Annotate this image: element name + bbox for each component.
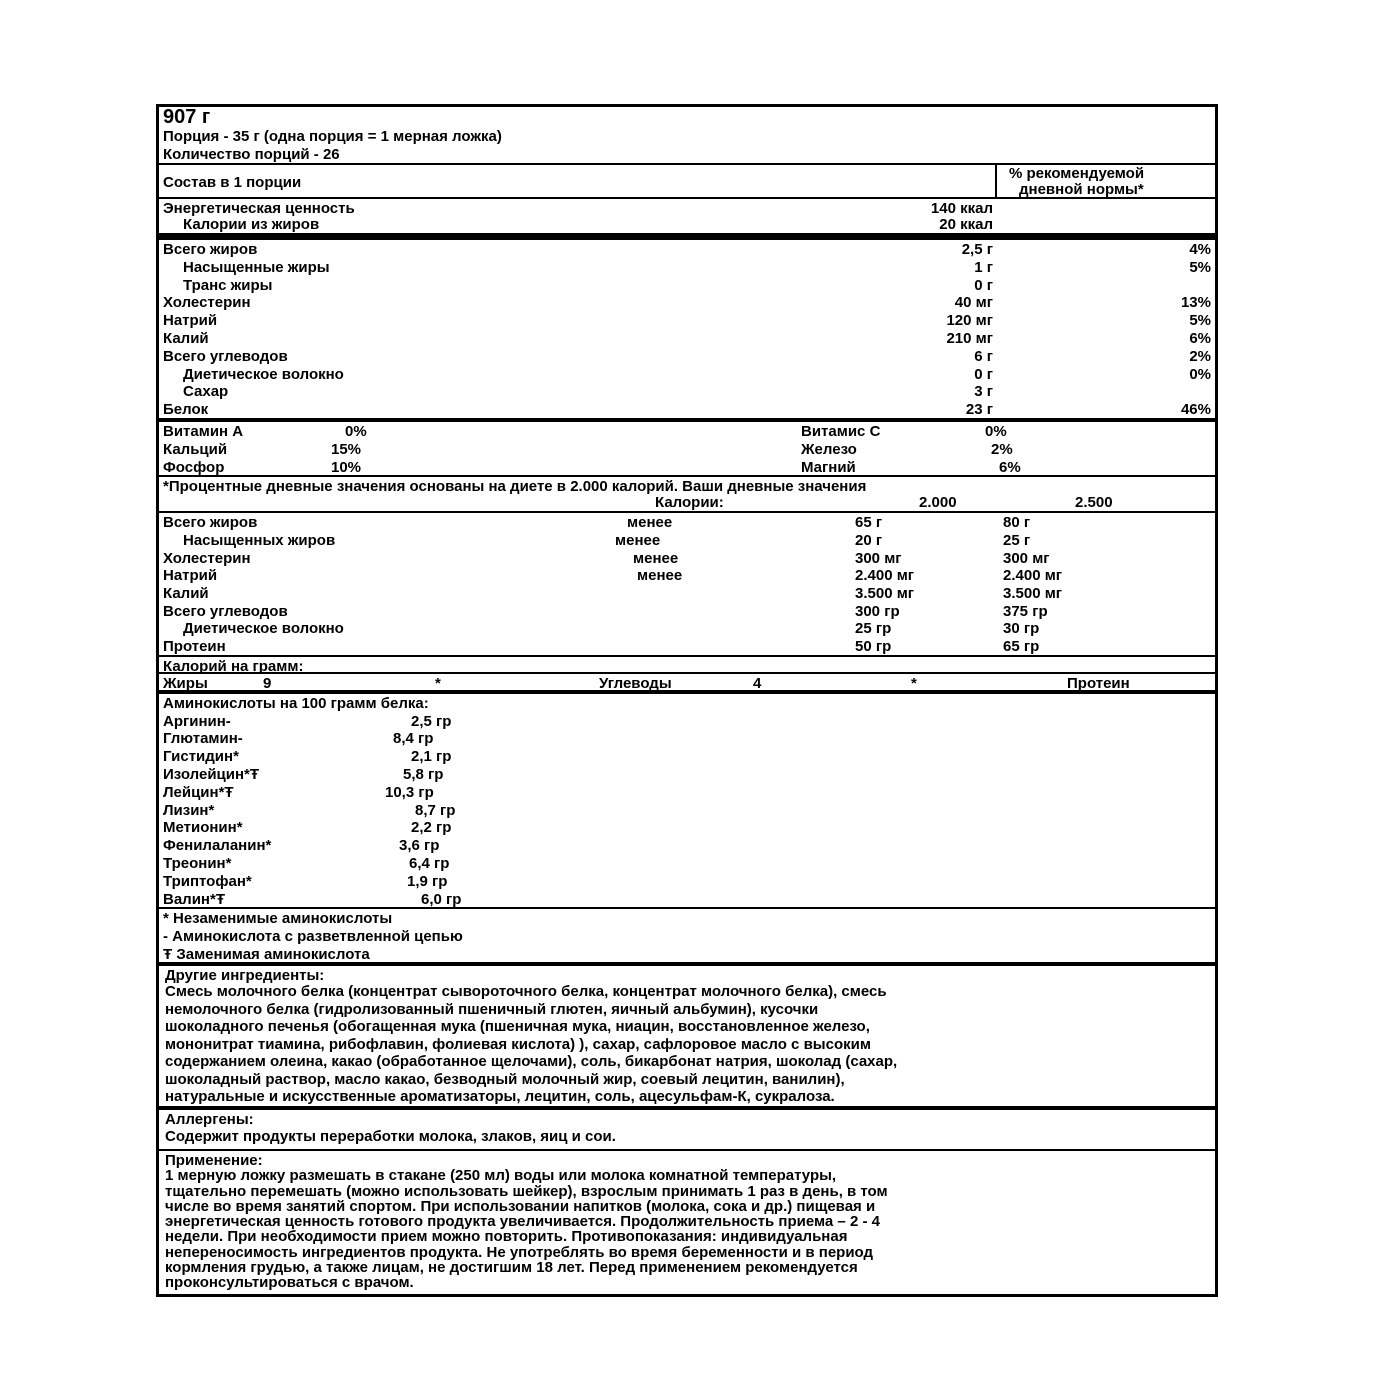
amino-title-row xyxy=(159,694,1215,712)
reference-name: Всего жиров xyxy=(163,514,258,532)
usage-block xyxy=(159,1149,1215,1294)
vitamin-name: Железо xyxy=(801,440,857,458)
nutrient-amount: 6 г xyxy=(974,347,993,365)
amino-row xyxy=(159,729,1215,747)
amino-name: Лизин* xyxy=(163,801,215,819)
amino-name: Лейцин*Ŧ xyxy=(163,783,234,801)
amino-name: Фенилаланин* xyxy=(163,837,272,855)
amino-name: Треонин* xyxy=(163,855,232,873)
amino-value: 2,2 гр xyxy=(411,819,452,837)
reference-value-2000: 25 гр xyxy=(855,620,892,638)
nutrient-amount: 2,5 г xyxy=(961,241,993,258)
vitamin-name: Витамин А xyxy=(163,422,244,440)
reference-value-2500: 80 г xyxy=(1003,514,1031,532)
reference-row xyxy=(159,619,1215,637)
nutrient-row xyxy=(159,347,1215,365)
amino-row xyxy=(159,765,1215,783)
legend-text: * Незаменимые аминокислоты xyxy=(163,910,393,928)
vitamin-row xyxy=(159,458,1215,476)
legend-block xyxy=(159,907,1215,962)
amino-value: 2,5 гр xyxy=(411,712,452,730)
amino-row xyxy=(159,818,1215,836)
reference-row xyxy=(159,566,1215,584)
amino-value: 8,7 гр xyxy=(415,801,456,819)
amino-value: 1,9 гр xyxy=(407,872,448,890)
nutrient-row xyxy=(159,240,1215,258)
nutrient-amount: 3 г xyxy=(974,383,993,401)
ingredients-block xyxy=(159,962,1215,1106)
calories-col1: 2.000 xyxy=(919,494,957,512)
amino-row xyxy=(159,747,1215,765)
amino-row xyxy=(159,872,1215,890)
amino-name: Аргинин- xyxy=(163,712,231,730)
net-weight: 907 г xyxy=(163,106,211,128)
reference-value-2000: 2.400 мг xyxy=(855,567,915,585)
nutrient-row xyxy=(159,400,1215,418)
cpg-separator: * xyxy=(435,674,441,692)
calories-col2: 2.500 xyxy=(1075,494,1113,512)
reference-row xyxy=(159,602,1215,620)
vitamins-block xyxy=(159,418,1215,475)
reference-value-2500: 25 г xyxy=(1003,532,1031,550)
usage-text: 1 мерную ложку размешать в стакане (250 мл) воды или молока комнатной температуры, тщательно перемешать (можно использовать шейкер), взрослым принимать 1 раз в день, в том числе во время занятий спортом. При использовании напитков (молока, сока и др.) пищевая и энергетическая ценность готового продукта увеличивается. Продолжительность приема – 2 - 4 недели. При необходимости прием можно повторить. Противопоказания: индивидуальная непереносимость ингредиентов продукта. Не употреблять во время беременности и в период кормления грудью, а также лицам, не достигшим 18 лет. Перед применением рекомендуется проконсультироваться с врачом. xyxy=(165,1167,888,1291)
fat-calories-amount: 20 ккал xyxy=(939,216,993,233)
nutrient-name: Калий xyxy=(163,329,209,347)
nutrition-label xyxy=(156,104,1218,1297)
energy-row xyxy=(159,197,1215,215)
nutrient-name: Транс жиры xyxy=(183,276,273,294)
calories-per-gram-title: Калорий на грамм: xyxy=(163,657,304,675)
vitamin-name: Фосфор xyxy=(163,458,225,476)
amino-name: Триптофан* xyxy=(163,872,252,890)
amino-title: Аминокислоты на 100 грамм белка: xyxy=(163,694,429,712)
energy-name: Энергетическая ценность xyxy=(163,200,355,217)
allergens-text: Содержит продукты переработки молока, злаков, яиц и сои. xyxy=(165,1128,616,1146)
usage-title: Применение: xyxy=(165,1152,263,1170)
reference-name: Натрий xyxy=(163,567,218,585)
nutrient-name: Холестерин xyxy=(163,294,251,312)
reference-value-2000: 300 мг xyxy=(855,549,902,567)
reference-name: Насыщенных жиров xyxy=(183,532,336,550)
cpg-fat-label: Жиры xyxy=(163,674,208,692)
reference-less: менее xyxy=(633,549,679,567)
composition-header xyxy=(159,163,1215,197)
legend-item xyxy=(159,945,1215,963)
dv-header-cell xyxy=(995,165,1217,197)
nutrient-row xyxy=(159,293,1215,311)
amino-row xyxy=(159,836,1215,854)
amino-name: Метионин* xyxy=(163,819,243,837)
reference-name: Диетическое волокно xyxy=(183,620,344,638)
nutrient-row xyxy=(159,276,1215,294)
vitamin-value: 6% xyxy=(999,458,1021,476)
amino-value: 8,4 гр xyxy=(393,730,434,748)
reference-block xyxy=(159,511,1215,655)
cpg-fat-value: 9 xyxy=(263,674,272,692)
nutrient-dv: 0% xyxy=(1189,365,1211,383)
nutrient-name: Диетическое волокно xyxy=(183,365,344,383)
amino-name: Изолейцин*Ŧ xyxy=(163,766,260,784)
reference-value-2000: 300 гр xyxy=(855,602,900,620)
amino-row xyxy=(159,890,1215,908)
reference-value-2000: 65 г xyxy=(855,514,883,532)
legend-text: - Аминокислота с разветвленной цепью xyxy=(163,928,463,946)
reference-name: Холестерин xyxy=(163,549,251,567)
reference-row xyxy=(159,637,1215,655)
amino-row xyxy=(159,712,1215,730)
allergens-title: Аллергены: xyxy=(165,1111,254,1129)
legend-item xyxy=(159,909,1215,927)
reference-value-2500: 30 гр xyxy=(1003,620,1040,638)
nutrient-name: Сахар xyxy=(183,383,229,401)
reference-less: менее xyxy=(627,514,673,532)
reference-row xyxy=(159,584,1215,602)
nutrient-name: Насыщенные жиры xyxy=(183,258,330,276)
nutrient-amount: 0 г xyxy=(974,365,993,383)
amino-row xyxy=(159,854,1215,872)
header-block xyxy=(159,107,1215,163)
reference-less: менее xyxy=(637,567,683,585)
servings-count: Количество порций - 26 xyxy=(163,146,340,163)
nutrient-dv: 4% xyxy=(1189,241,1211,258)
reference-row xyxy=(159,531,1215,549)
vitamin-value: 15% xyxy=(331,440,362,458)
amino-value: 6,4 гр xyxy=(409,855,450,873)
reference-value-2000: 50 гр xyxy=(855,638,892,656)
ingredients-text: Смесь молочного белка (концентрат сывороточного белка, концентрат молочного белка), смесь немолочного белка (гидролизованный пшеничный глютен, яичный альбумин), кусочки шоколадного печенья (обогащенная мука (пшеничная мука, ниацин, восстановленное железо, мононитрат тиамина, рибофлавин, фолиевая кислота) ), сахар, сафлоровое масло с высоким содержанием олеина, какао (обработанное щелочами), соль, бикарбонат натрия, шоколад (сахар, шоколадный раствор, масло какао, безводный молочный жир, соевый лецитин, ванилин), натуральные и искусственные ароматизаторы, лецитин, соль, ацесульфам-К, сукралоза. xyxy=(165,983,898,1106)
nutrient-row xyxy=(159,258,1215,276)
cpg-carbs-label: Углеводы xyxy=(599,674,672,692)
amino-block xyxy=(159,690,1215,908)
amino-name: Гистидин* xyxy=(163,748,239,766)
calories-label: Калории: xyxy=(655,494,724,512)
nutrient-row xyxy=(159,329,1215,347)
nutrient-row xyxy=(159,365,1215,383)
calories-per-gram-row xyxy=(159,672,1215,690)
amino-value: 2,1 гр xyxy=(411,748,452,766)
reference-value-2500: 375 гр xyxy=(1003,602,1048,620)
footnote-row xyxy=(159,475,1215,496)
amino-value: 5,8 гр xyxy=(403,766,444,784)
vitamin-row xyxy=(159,440,1215,458)
amino-row xyxy=(159,783,1215,801)
reference-value-2000: 20 г xyxy=(855,532,883,550)
amino-name: Валин*Ŧ xyxy=(163,890,225,908)
calories-header-row xyxy=(159,493,1215,511)
reference-less: менее xyxy=(615,532,661,550)
legend-text: Ŧ Заменимая аминокислота xyxy=(163,945,370,963)
vitamin-value: 10% xyxy=(331,458,362,476)
reference-name: Протеин xyxy=(163,638,226,656)
amino-name: Глютамин- xyxy=(163,730,243,748)
vitamin-name: Магний xyxy=(801,458,856,476)
reference-value-2500: 3.500 мг xyxy=(1003,585,1063,603)
dv-header-line1: % рекомендуемой xyxy=(1009,165,1145,182)
nutrient-amount: 0 г xyxy=(974,276,993,294)
nutrient-name: Натрий xyxy=(163,312,218,330)
amino-value: 6,0 гр xyxy=(421,890,462,908)
nutrient-dv: 2% xyxy=(1189,347,1211,365)
nutrient-amount: 120 мг xyxy=(946,312,993,330)
fat-calories-row xyxy=(159,215,1215,233)
nutrient-dv: 6% xyxy=(1189,329,1211,347)
reference-value-2000: 3.500 мг xyxy=(855,585,915,603)
reference-name: Калий xyxy=(163,585,209,603)
dv-header-line2: дневной нормы* xyxy=(1019,181,1144,198)
nutrient-name: Всего жиров xyxy=(163,241,258,258)
nutrient-amount: 1 г xyxy=(974,258,993,276)
vitamin-value: 0% xyxy=(985,422,1007,440)
cpg-separator: * xyxy=(911,674,917,692)
nutrient-amount: 210 мг xyxy=(946,329,993,347)
nutrient-dv: 46% xyxy=(1180,401,1211,419)
vitamin-row xyxy=(159,422,1215,440)
vitamin-value: 0% xyxy=(345,422,367,440)
nutrient-amount: 40 мг xyxy=(954,294,993,312)
composition-title: Состав в 1 порции xyxy=(163,174,302,191)
ingredients-title: Другие ингредиенты: xyxy=(165,967,325,985)
nutrient-row xyxy=(159,382,1215,400)
portion-size: Порция - 35 г (одна порция = 1 мерная ложка) xyxy=(163,128,502,145)
vitamin-value: 2% xyxy=(991,440,1013,458)
nutrient-name: Всего углеводов xyxy=(163,347,288,365)
amino-value: 10,3 гр xyxy=(385,783,434,801)
fat-calories-name: Калории из жиров xyxy=(183,216,320,233)
allergens-block xyxy=(159,1106,1215,1149)
cpg-protein-label: Протеин xyxy=(1067,674,1130,692)
nutrient-dv: 5% xyxy=(1189,258,1211,276)
reference-value-2500: 2.400 мг xyxy=(1003,567,1063,585)
calories-per-gram-title-row xyxy=(159,655,1215,675)
nutrients-block xyxy=(159,233,1215,418)
reference-value-2500: 65 гр xyxy=(1003,638,1040,656)
reference-value-2500: 300 мг xyxy=(1003,549,1050,567)
vitamin-name: Кальций xyxy=(163,440,228,458)
nutrient-dv: 5% xyxy=(1189,312,1211,330)
nutrient-row xyxy=(159,311,1215,329)
cpg-carbs-value: 4 xyxy=(753,674,762,692)
nutrient-name: Белок xyxy=(163,401,209,419)
footnote-text: *Процентные дневные значения основаны на диете в 2.000 калорий. Ваши дневные значения xyxy=(163,478,867,496)
energy-amount: 140 ккал xyxy=(930,200,993,217)
amino-value: 3,6 гр xyxy=(399,837,440,855)
amino-row xyxy=(159,801,1215,819)
vitamin-name: Витамис С xyxy=(801,422,881,440)
nutrient-dv: 13% xyxy=(1180,294,1211,312)
reference-name: Всего углеводов xyxy=(163,602,288,620)
legend-item xyxy=(159,927,1215,945)
reference-row xyxy=(159,549,1215,567)
reference-row xyxy=(159,513,1215,531)
nutrient-amount: 23 г xyxy=(965,401,993,419)
